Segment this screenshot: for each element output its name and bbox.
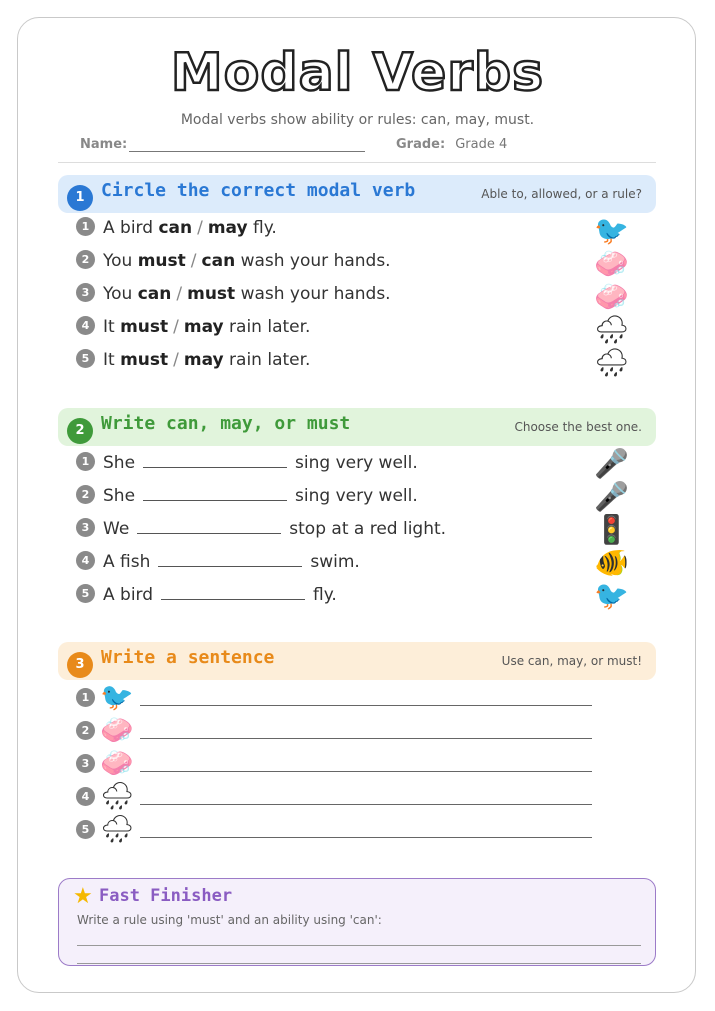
microphone-icon: 🎤 xyxy=(594,447,629,480)
rain-cloud-icon: 🌧 xyxy=(100,781,135,812)
list-item xyxy=(76,550,360,580)
sentence-start: A bird xyxy=(103,585,154,605)
section-1-title: Circle the correct modal verb xyxy=(101,180,416,201)
microphone-icon: 🎤 xyxy=(594,480,629,513)
section-1-hint: Able to, allowed, or a rule? xyxy=(481,187,642,201)
section-2-title: Write can, may, or must xyxy=(101,413,351,434)
page-subtitle: Modal verbs show ability or rules: can, may, must. xyxy=(180,112,535,128)
item-number: 4 xyxy=(76,316,95,335)
sentence-end: fly. xyxy=(313,585,337,605)
sentence-end: swim. xyxy=(310,552,360,572)
bird-icon: 🐦 xyxy=(100,682,134,713)
item-number: 4 xyxy=(76,551,95,570)
list-item xyxy=(76,251,391,281)
list-item xyxy=(76,747,592,781)
section-2-number: 2 xyxy=(67,418,93,444)
sentence-line[interactable] xyxy=(140,804,592,805)
list-item xyxy=(76,451,418,481)
item-number: 1 xyxy=(76,688,95,707)
option-separator: / xyxy=(197,218,203,238)
soap-icon: 🧼 xyxy=(594,280,629,313)
list-item xyxy=(76,681,592,715)
item-number: 3 xyxy=(76,283,95,302)
soap-icon: 🧼 xyxy=(594,247,629,280)
sentence-end: rain later. xyxy=(229,350,311,370)
sentence-start: She xyxy=(103,486,136,506)
sentence-end: fly. xyxy=(252,218,277,238)
fast-finisher-instructions: Write a rule using 'must' and an ability using 'can': xyxy=(77,913,382,927)
sentence-line[interactable] xyxy=(140,837,592,838)
sentence-end: wash your hands. xyxy=(240,251,391,271)
list-item xyxy=(76,780,592,814)
item-number: 2 xyxy=(76,250,95,269)
option-separator: / xyxy=(173,317,179,337)
traffic-light-icon: 🚦 xyxy=(594,513,629,546)
section-1-header xyxy=(58,175,656,213)
item-number: 3 xyxy=(76,518,95,537)
item-number: 1 xyxy=(76,217,95,236)
modal-option[interactable]: may xyxy=(207,218,248,238)
item-number: 2 xyxy=(76,485,95,504)
star-icon: ★ xyxy=(73,884,93,909)
rain-cloud-icon: 🌧 xyxy=(594,313,630,346)
sentence-end: stop at a red light. xyxy=(289,519,447,539)
section-2-hint: Choose the best one. xyxy=(514,420,642,434)
answer-blank[interactable] xyxy=(161,583,305,600)
fast-finisher-title: Fast Finisher xyxy=(99,886,233,906)
item-number: 5 xyxy=(76,584,95,603)
grade-row xyxy=(396,137,507,152)
sentence-line[interactable] xyxy=(140,705,592,706)
modal-option[interactable]: must xyxy=(120,350,169,370)
list-item xyxy=(76,218,277,248)
modal-option[interactable]: may xyxy=(183,317,224,337)
modal-option[interactable]: may xyxy=(183,350,224,370)
rain-cloud-icon: 🌧 xyxy=(594,346,630,379)
answer-line[interactable] xyxy=(77,963,641,964)
list-item xyxy=(76,484,418,514)
soap-icon: 🧼 xyxy=(100,715,134,746)
modal-option[interactable]: must xyxy=(137,251,186,271)
modal-option[interactable]: can xyxy=(201,251,236,271)
section-2-header xyxy=(58,408,656,446)
sentence-start: It xyxy=(103,317,115,337)
sentence-end: wash your hands. xyxy=(240,284,391,304)
sentence-start: We xyxy=(103,519,130,539)
section-3-number: 3 xyxy=(67,652,93,678)
fast-finisher-box xyxy=(58,878,656,966)
grade-label: Grade: xyxy=(396,137,446,152)
sentence-line[interactable] xyxy=(140,738,592,739)
option-separator: / xyxy=(176,284,183,304)
section-1-number: 1 xyxy=(67,185,93,211)
item-number: 1 xyxy=(76,452,95,471)
list-item xyxy=(76,517,446,547)
item-number: 3 xyxy=(76,754,95,773)
soap-icon: 🧼 xyxy=(100,748,134,779)
sentence-end: rain later. xyxy=(229,317,311,337)
item-number: 2 xyxy=(76,721,95,740)
list-item xyxy=(76,284,391,314)
bird-icon: 🐦 xyxy=(594,214,629,247)
item-number: 4 xyxy=(76,787,95,806)
option-separator: / xyxy=(190,251,197,271)
item-number: 5 xyxy=(76,820,95,839)
sentence-end: sing very well. xyxy=(295,486,418,506)
rain-cloud-icon: 🌧 xyxy=(100,814,135,845)
answer-blank[interactable] xyxy=(137,517,281,534)
answer-blank[interactable] xyxy=(143,484,287,501)
name-label: Name: xyxy=(80,137,128,152)
name-row xyxy=(80,137,365,152)
modal-option[interactable]: must xyxy=(120,317,169,337)
header-divider xyxy=(58,162,656,163)
sentence-start: It xyxy=(103,350,115,370)
fish-icon: 🐠 xyxy=(594,546,629,579)
list-item xyxy=(76,317,310,347)
modal-option[interactable]: can xyxy=(137,284,172,304)
answer-blank[interactable] xyxy=(158,550,302,567)
sentence-end: sing very well. xyxy=(295,453,418,473)
modal-option[interactable]: can xyxy=(158,218,193,238)
sentence-start: You xyxy=(103,284,133,304)
name-field[interactable] xyxy=(129,137,365,152)
item-number: 5 xyxy=(76,349,95,368)
list-item xyxy=(76,583,337,613)
answer-line[interactable] xyxy=(77,945,641,946)
list-item xyxy=(76,714,592,748)
bird-icon: 🐦 xyxy=(594,579,629,612)
sentence-line[interactable] xyxy=(140,771,592,772)
grade-value: Grade 4 xyxy=(455,137,508,152)
list-item xyxy=(76,813,592,847)
page-title: Modal Verbs xyxy=(170,43,545,103)
sentence-start: You xyxy=(103,251,133,271)
sentence-start: She xyxy=(103,453,136,473)
list-item xyxy=(76,350,310,380)
section-3-title: Write a sentence xyxy=(101,647,275,668)
modal-option[interactable]: must xyxy=(187,284,236,304)
section-3-hint: Use can, may, or must! xyxy=(501,654,642,668)
answer-blank[interactable] xyxy=(143,451,287,468)
sentence-start: A bird xyxy=(103,218,154,238)
sentence-start: A fish xyxy=(103,552,151,572)
option-separator: / xyxy=(173,350,179,370)
section-3-header xyxy=(58,642,656,680)
